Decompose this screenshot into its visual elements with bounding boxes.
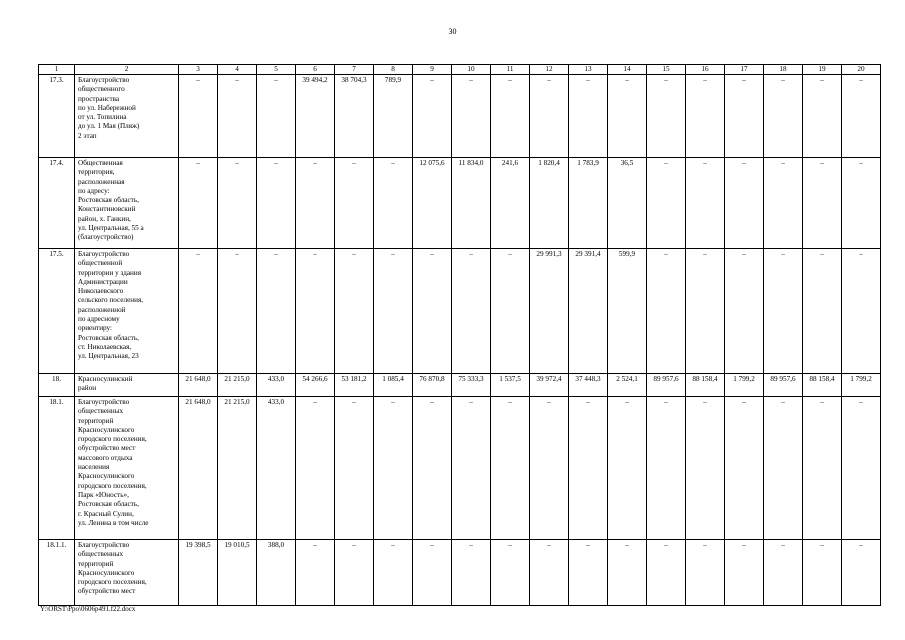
item-description-cell	[75, 540, 179, 606]
value-cell: –	[686, 158, 725, 249]
value-cell: –	[374, 249, 413, 374]
value-cell: 29 991,3	[530, 249, 569, 374]
value-cell: –	[179, 249, 218, 374]
table-header-row	[39, 65, 881, 75]
item-number-cell: 18.1.1.	[39, 540, 75, 606]
value-cell: –	[413, 397, 452, 540]
value-cell: 21 648,0	[179, 374, 218, 397]
value-cell: –	[452, 249, 491, 374]
description-line: Константиновский	[78, 205, 136, 214]
column-number-cell: 1	[39, 65, 75, 75]
data-table-wrapper	[38, 64, 872, 606]
value-cell: 1 820,4	[530, 158, 569, 249]
value-cell: 76 870,8	[413, 374, 452, 397]
column-number-cell: 2	[75, 65, 179, 75]
table-row	[39, 397, 881, 540]
description-line: расположенной	[78, 305, 126, 314]
description-line: Благоустройство	[78, 398, 130, 406]
description-line: городского поселения,	[78, 435, 147, 444]
value-cell: –	[374, 540, 413, 606]
description-line: по ул. Набережной	[78, 103, 136, 112]
value-cell: –	[218, 249, 257, 374]
description-line: Ростовская область,	[78, 196, 139, 205]
item-description-cell	[75, 397, 179, 540]
column-number-cell: 16	[686, 65, 725, 75]
value-cell: 2 524,1	[608, 374, 647, 397]
value-cell: –	[530, 540, 569, 606]
description-line: ориентиру:	[78, 324, 113, 333]
value-cell: –	[803, 540, 842, 606]
item-number-cell: 17.5.	[39, 249, 75, 374]
value-cell: –	[218, 75, 257, 158]
description-line: пространства	[78, 94, 120, 103]
value-cell: 1 537,5	[491, 374, 530, 397]
value-cell: –	[296, 158, 335, 249]
description-line: общественной	[78, 259, 123, 268]
description-line: Благоустройство	[78, 250, 130, 258]
description-line: район, х. Ганкин,	[78, 214, 131, 223]
description-line: общественных	[78, 407, 124, 416]
value-cell: –	[842, 540, 881, 606]
item-number-cell: 17.3.	[39, 75, 75, 158]
column-number-cell: 18	[764, 65, 803, 75]
value-cell: –	[530, 75, 569, 158]
description-line: г. Красный Сулин,	[78, 509, 134, 518]
table-row	[39, 158, 881, 249]
value-cell: –	[608, 75, 647, 158]
item-description-cell	[75, 374, 179, 397]
value-cell: 599,9	[608, 249, 647, 374]
value-cell: 19 398,5	[179, 540, 218, 606]
description-line: населения	[78, 463, 110, 472]
value-cell: –	[452, 540, 491, 606]
column-number-cell: 20	[842, 65, 881, 75]
value-cell: –	[179, 158, 218, 249]
value-cell: –	[725, 158, 764, 249]
value-cell: –	[218, 158, 257, 249]
description-line: обустройство мест	[78, 444, 136, 453]
value-cell: –	[296, 397, 335, 540]
footer-file-path: Y:\ORST\Ppo\0606p491.f22.docx	[40, 605, 136, 613]
value-cell: –	[764, 249, 803, 374]
value-cell: 241,6	[491, 158, 530, 249]
description-line: городского поселения,	[78, 578, 147, 587]
description-line: общественных	[78, 550, 124, 559]
value-cell: 89 957,6	[764, 374, 803, 397]
value-cell: 12 075,6	[413, 158, 452, 249]
value-cell: –	[842, 75, 881, 158]
value-cell: –	[257, 158, 296, 249]
value-cell: –	[764, 397, 803, 540]
value-cell: –	[413, 249, 452, 374]
page-number: 30	[448, 27, 457, 36]
description-line: обустройство мест	[78, 587, 136, 596]
value-cell: –	[725, 397, 764, 540]
description-line: Общественная	[78, 159, 123, 167]
value-cell: –	[296, 249, 335, 374]
value-cell: –	[491, 249, 530, 374]
value-cell: 1 799,2	[842, 374, 881, 397]
value-cell: –	[803, 249, 842, 374]
value-cell: 388,0	[257, 540, 296, 606]
value-cell: –	[452, 397, 491, 540]
value-cell: 1 085,4	[374, 374, 413, 397]
data-table	[38, 64, 881, 606]
value-cell: –	[335, 249, 374, 374]
description-line: район	[78, 384, 97, 393]
value-cell: –	[335, 397, 374, 540]
description-line: по адресному	[78, 315, 120, 324]
value-cell: 54 266,6	[296, 374, 335, 397]
value-cell: 21 215,0	[218, 397, 257, 540]
description-line: городского поселения,	[78, 481, 147, 490]
description-line: ул. Центральная, 55 а	[78, 224, 144, 233]
value-cell: 21 648,0	[179, 397, 218, 540]
description-line: Красносулинский	[78, 375, 133, 383]
column-number-cell: 5	[257, 65, 296, 75]
value-cell: –	[725, 75, 764, 158]
table-row	[39, 540, 881, 606]
value-cell: –	[725, 540, 764, 606]
value-cell: 38 704,3	[335, 75, 374, 158]
table-row	[39, 249, 881, 374]
item-number-cell: 17.4.	[39, 158, 75, 249]
value-cell: 53 181,2	[335, 374, 374, 397]
column-number-cell: 9	[413, 65, 452, 75]
value-cell: –	[179, 75, 218, 158]
value-cell: –	[647, 249, 686, 374]
description-line: Красносулинского	[78, 425, 135, 434]
description-line: Ростовская область,	[78, 500, 139, 509]
column-number-cell: 13	[569, 65, 608, 75]
description-line: 2 этап	[78, 131, 97, 140]
value-cell: 39 494,2	[296, 75, 335, 158]
value-cell: –	[374, 158, 413, 249]
column-number-cell: 11	[491, 65, 530, 75]
description-line: массового отдыха	[78, 453, 133, 462]
description-line: территория,	[78, 168, 115, 177]
value-cell: –	[374, 397, 413, 540]
description-line: Николаевского	[78, 287, 124, 296]
description-line: сельского поселения,	[78, 296, 144, 305]
value-cell: –	[764, 158, 803, 249]
value-cell: –	[803, 75, 842, 158]
value-cell: –	[569, 75, 608, 158]
value-cell: 11 834,0	[452, 158, 491, 249]
description-line: (благоустройство)	[78, 233, 134, 242]
value-cell: –	[725, 249, 764, 374]
column-number-cell: 7	[335, 65, 374, 75]
value-cell: 21 215,0	[218, 374, 257, 397]
value-cell: 75 333,3	[452, 374, 491, 397]
value-cell: 39 972,4	[530, 374, 569, 397]
value-cell: –	[764, 540, 803, 606]
value-cell: 19 010,5	[218, 540, 257, 606]
value-cell: –	[803, 158, 842, 249]
item-number-cell: 18.	[39, 374, 75, 397]
description-line: до ул. 1 Мая (Пляж)	[78, 122, 140, 131]
table-row	[39, 75, 881, 158]
description-line: Администрации	[78, 277, 128, 286]
description-line: общественного	[78, 85, 125, 94]
description-line: Красносулинского	[78, 568, 135, 577]
value-cell: –	[569, 397, 608, 540]
item-description-cell	[75, 75, 179, 158]
value-cell: –	[491, 397, 530, 540]
column-number-cell: 15	[647, 65, 686, 75]
value-cell: –	[335, 540, 374, 606]
column-number-cell: 8	[374, 65, 413, 75]
value-cell: –	[686, 397, 725, 540]
value-cell: –	[647, 540, 686, 606]
value-cell: 433,0	[257, 374, 296, 397]
value-cell: 1 783,9	[569, 158, 608, 249]
value-cell: –	[491, 540, 530, 606]
value-cell: –	[530, 397, 569, 540]
value-cell: –	[764, 75, 803, 158]
value-cell: 88 158,4	[686, 374, 725, 397]
description-line: Ростовская область,	[78, 333, 139, 342]
value-cell: 89 957,6	[647, 374, 686, 397]
column-number-cell: 6	[296, 65, 335, 75]
description-line: территории у здания	[78, 268, 142, 277]
value-cell: 37 448,3	[569, 374, 608, 397]
column-number-cell: 12	[530, 65, 569, 75]
value-cell: –	[842, 249, 881, 374]
value-cell: –	[257, 249, 296, 374]
item-description-cell	[75, 249, 179, 374]
value-cell: –	[803, 397, 842, 540]
value-cell: 433,0	[257, 397, 296, 540]
description-line: расположенная	[78, 177, 125, 186]
description-line: Благоустройство	[78, 541, 130, 549]
column-number-cell: 17	[725, 65, 764, 75]
value-cell: 29 391,4	[569, 249, 608, 374]
description-line: ул. Ленина в том числе	[78, 518, 149, 527]
value-cell: –	[608, 540, 647, 606]
value-cell: –	[647, 75, 686, 158]
value-cell: –	[647, 397, 686, 540]
value-cell: –	[491, 75, 530, 158]
table-row	[39, 374, 881, 397]
value-cell: –	[647, 158, 686, 249]
value-cell: 1 799,2	[725, 374, 764, 397]
column-number-cell: 14	[608, 65, 647, 75]
value-cell: –	[842, 158, 881, 249]
description-line: по адресу:	[78, 186, 110, 195]
description-line: ул. Центральная, 23	[78, 352, 139, 361]
value-cell: –	[569, 540, 608, 606]
column-number-cell: 3	[179, 65, 218, 75]
description-line: территорий	[78, 559, 114, 568]
column-number-cell: 4	[218, 65, 257, 75]
value-cell: –	[842, 397, 881, 540]
value-cell: –	[335, 158, 374, 249]
column-number-cell: 19	[803, 65, 842, 75]
item-description-cell	[75, 158, 179, 249]
value-cell: 789,9	[374, 75, 413, 158]
value-cell: –	[413, 540, 452, 606]
description-line: Благоустройство	[78, 76, 130, 84]
value-cell: –	[686, 249, 725, 374]
value-cell: 36,5	[608, 158, 647, 249]
value-cell: –	[296, 540, 335, 606]
item-number-cell: 18.1.	[39, 397, 75, 540]
column-number-cell: 10	[452, 65, 491, 75]
value-cell: –	[686, 75, 725, 158]
description-line: Красносулинского	[78, 472, 135, 481]
description-line: Парк «Юность»,	[78, 490, 129, 499]
value-cell: 88 158,4	[803, 374, 842, 397]
value-cell: –	[413, 75, 452, 158]
value-cell: –	[452, 75, 491, 158]
description-line: территорий	[78, 416, 114, 425]
value-cell: –	[608, 397, 647, 540]
description-line: ст. Николаевская,	[78, 342, 132, 351]
description-line: от ул. Топилина	[78, 113, 127, 122]
value-cell: –	[257, 75, 296, 158]
value-cell: –	[686, 540, 725, 606]
